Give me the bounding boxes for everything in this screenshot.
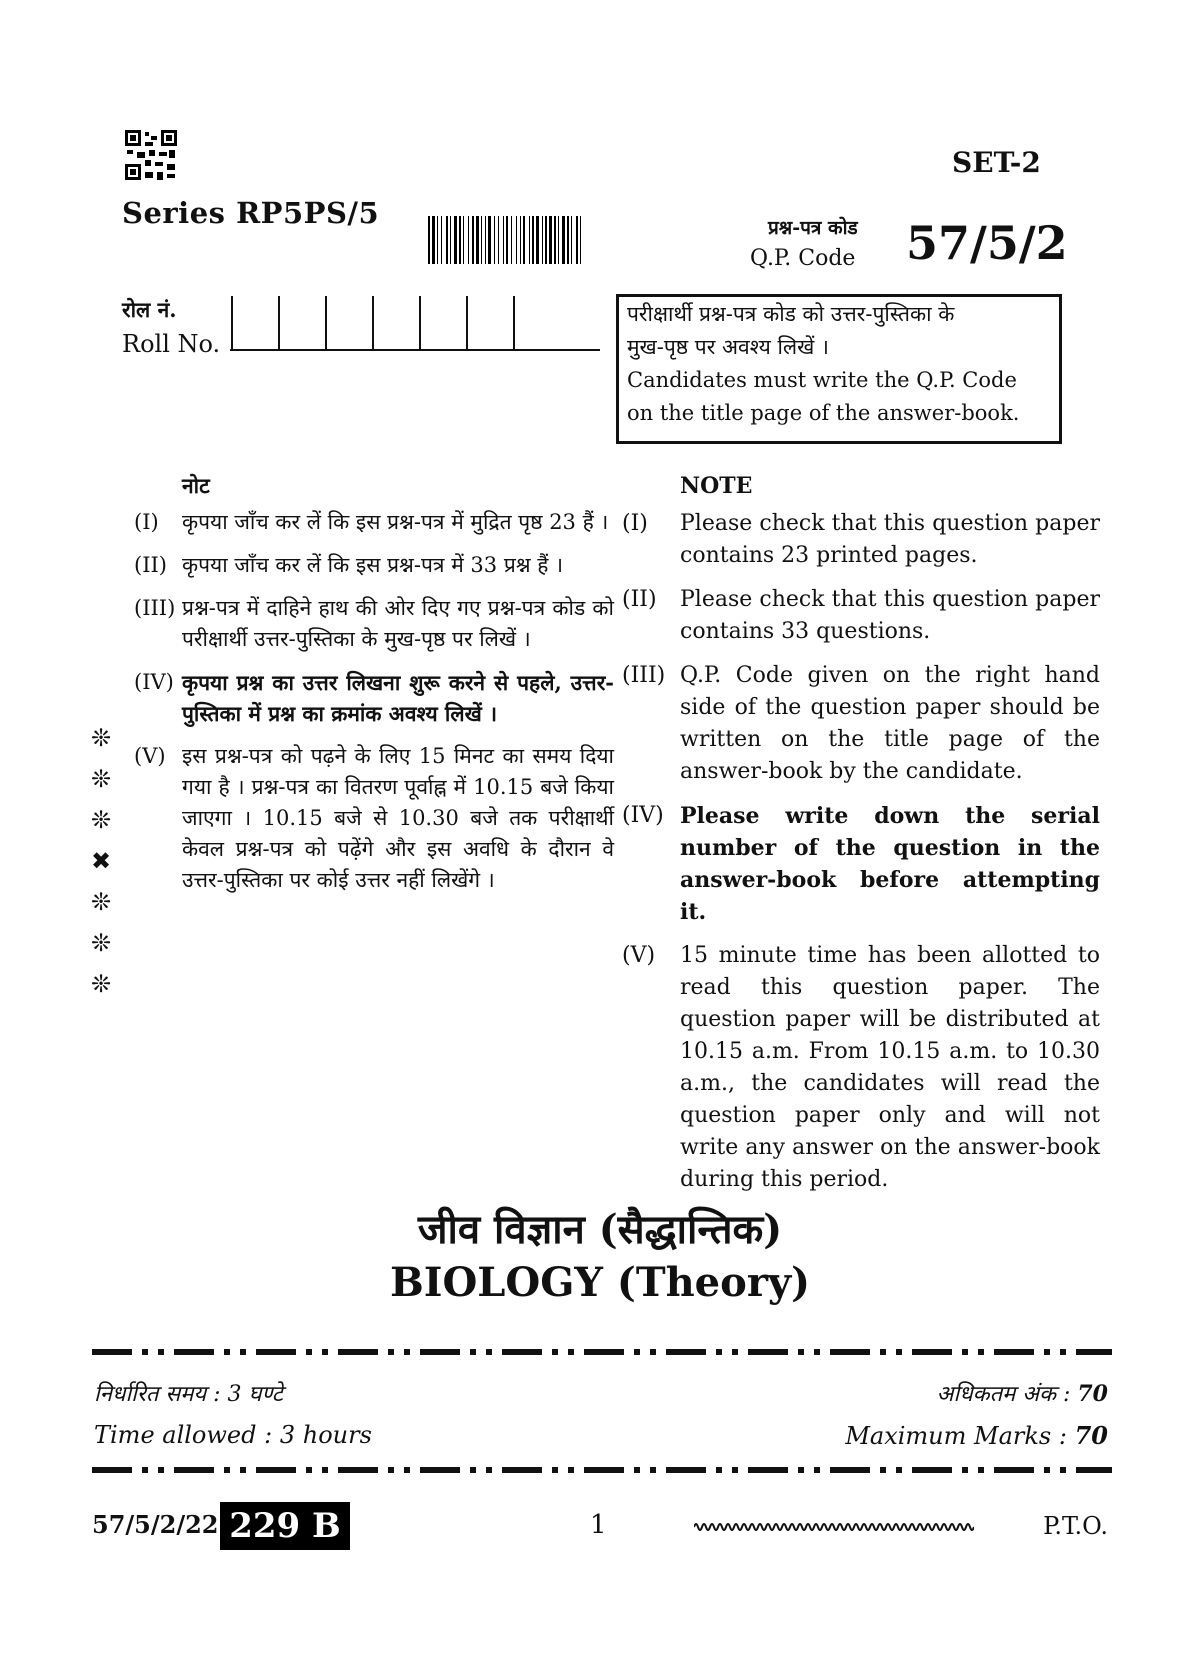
note-item [622,584,1100,648]
asterisk-ornament-icon: ❊ [90,724,112,752]
note-number: (IV) [622,803,664,828]
note-number: (I) [622,511,648,536]
note-heading-hindi: नोट [182,473,210,498]
note-english-column [622,470,1100,1208]
maximum-marks: Maximum Marks : 70 [845,1421,1108,1450]
note-text: कृपया प्रश्न का उत्तर लिखना शुरू करने से पहले, उत्तर-पुस्तिका में प्रश्न का क्रमांक अवश्य लिखें । [182,670,614,726]
margin-ornaments [86,718,116,1005]
note-item [134,667,614,729]
asterisk-ornament-icon: ❊ [90,970,112,998]
note-text: Please check that this question paper contains 33 questions. [680,587,1100,644]
note-number: (IV) [134,670,174,694]
note-item [622,508,1100,572]
note-text: कृपया जाँच कर लें कि इस प्रश्न-पत्र में मुद्रित पृष्ठ 23 हैं । [182,510,609,534]
note-number: (V) [134,744,166,768]
note-text: कृपया जाँच कर लें कि इस प्रश्न-पत्र में 33 प्रश्न हैं । [182,553,564,577]
roll-number-label-hindi: रोल नं. [122,297,177,322]
note-hindi-column [134,470,614,908]
footer-paper-code: 57/5/2/22 [92,1510,219,1539]
qp-code-label: Q.P. Code [750,246,856,271]
subject-title-hindi: जीव विज्ञान (सैद्धान्तिक) [417,1206,783,1253]
asterisk-ornament-icon: ❊ [90,765,112,793]
footer-code-badge: 229 B [220,1502,350,1550]
time-allowed: Time allowed : 3 hours [94,1421,372,1449]
note-number: (I) [134,510,159,534]
roll-number-label: Roll No. [122,330,221,358]
please-turn-over: P.T.O. [1043,1512,1108,1540]
notice-line-english-1: Candidates must write the Q.P. Code [627,368,1017,392]
set-label: SET-2 [952,146,1041,179]
qp-code-label-hindi: प्रश्न-पत्र कोड [768,217,858,239]
note-text: 15 minute time has been allotted to read this question paper. The question paper will be distributed at 10.15 a.m. From 10.15 a.m. to 10.30 a.m., the candidates will read the question paper only and will not write any answer on the answer-book during this period. [680,943,1100,1192]
cross-ornament-icon: ✖ [90,847,112,875]
note-number: (III) [622,663,666,688]
notice-line-english-2: on the title page of the answer-book. [627,401,1020,425]
note-item [622,800,1100,928]
note-item [134,741,614,896]
page-number: 1 [590,1510,607,1540]
note-text: इस प्रश्न-पत्र को पढ़ने के लिए 15 मिनट का समय दिया गया है । प्रश्न-पत्र का वितरण पूर्वाह्न में 10.15 बजे किया जाएगा । 10.15 बजे से 10.30 बजे तक परीक्षार्थी केवल प्रश्न-पत्र को पढ़ेंगे और इस अवधि के दौरान वे उत्तर-पुस्तिका पर कोई उत्तर नहीं लिखेंगे । [182,744,614,892]
dash-dot-divider [92,1466,1112,1474]
notice-line-hindi-1: परीक्षार्थी प्रश्न-पत्र कोड को उत्तर-पुस्तिका के [627,302,955,326]
note-item [134,507,614,538]
note-heading: NOTE [680,473,753,499]
wavy-line-icon [694,1520,974,1534]
note-item [622,660,1100,788]
notice-line-hindi-2: मुख-पृष्ठ पर अवश्य लिखें । [627,335,829,359]
asterisk-ornament-icon: ❊ [90,806,112,834]
dash-dot-divider [92,1348,1112,1356]
note-number: (V) [622,943,656,968]
qp-code-instruction-box [616,294,1062,444]
roll-number-boxes [230,294,600,354]
note-number: (II) [622,587,657,612]
note-item [622,940,1100,1196]
time-allowed-hindi: निर्धारित समय : 3 घण्टे [94,1382,283,1407]
barcode-icon [428,216,690,264]
note-text: प्रश्न-पत्र में दाहिने हाथ की ओर दिए गए प्रश्न-पत्र कोड को परीक्षार्थी उत्तर-पुस्तिका के मुख-पृष्ठ पर लिखें । [182,596,614,651]
note-number: (II) [134,553,167,577]
series-label: Series RP5PS/5 [122,196,380,230]
qp-code-value: 57/5/2 [906,216,1068,270]
maximum-marks-hindi: अधिकतम अंक : 70 [936,1381,1108,1407]
asterisk-ornament-icon: ❊ [90,888,112,916]
note-text: Please write down the serial number of the question in the answer-book before attempting it. [680,803,1100,925]
note-text: Please check that this question paper contains 23 printed pages. [680,511,1100,568]
note-text: Q.P. Code given on the right hand side of the question paper should be written on the title page of the answer-book by the candidate. [680,663,1100,784]
qr-code-icon [125,130,177,180]
asterisk-ornament-icon: ❊ [90,929,112,957]
note-item [134,593,614,655]
note-number: (III) [134,596,176,620]
note-item [134,550,614,581]
subject-title: BIOLOGY (Theory) [389,1259,811,1306]
